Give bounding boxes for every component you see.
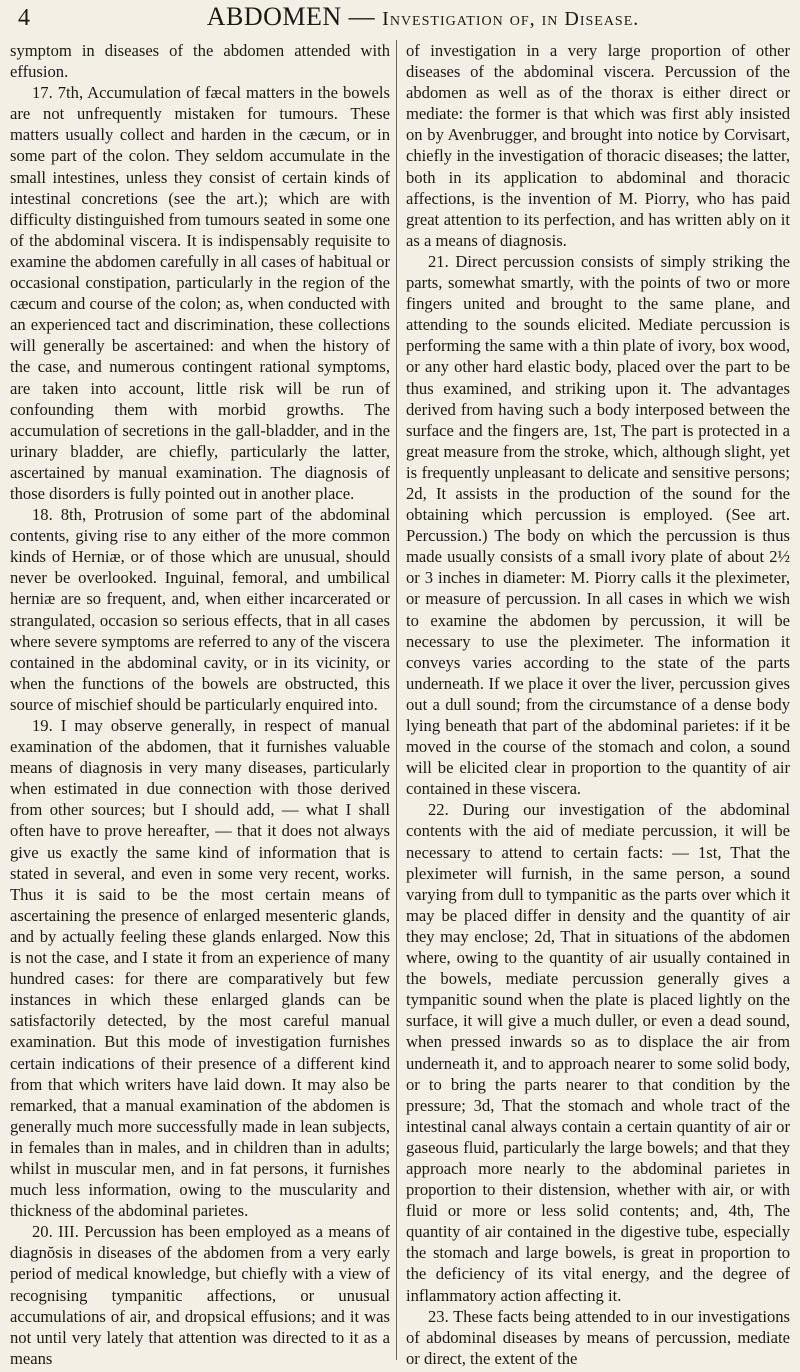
running-head-main: ABDOMEN — xyxy=(206,2,383,31)
paragraph-22: 22. During our investigation of the abdominal contents with the aid of mediate percussion, it will be necessary to attend to certain facts: — 1st, That the pleximeter will furnish, in the same person, a sound varying from dull to tympanitic as the parts over which it may be placed differ in density and the quantity of air they may enclose; 2d, That in situations of the abdomen where, owing to the quantity of air usually contained in the bowels, mediate percussion generally gives a tympanitic sound when the plate is placed lightly on the surface, it will give a much duller, or even a dead sound, when pressed inwards so as to displace the air from underneath it, and to approach nearer to some solid body, or to bring the parts nearer to that condition by the pressure; 3d, That the stomach and whole tract of the intestinal canal always contain a certain quantity of air or gaseous fluid, particularly the large bowels; and that they approach more nearly to the abdominal parietes in proportion to their distension, whether with air, or with fluid or more or less solid contents; and, 4th, The quantity of air contained in the digestive tube, especially the stomach and large bowels, is great in proportion to the deficiency of its vital energy, and the degree of inflammatory action affecting it. xyxy=(406,800,790,1305)
paragraph-17: 17. 7th, Accumulation of fæcal matters in the bowels are not unfrequently mistaken for tumours. These matters usually collect and harden in the cæcum, or in some part of the colon. They seldom accumulate in the small intestines, unless they consist of certain kinds of intestinal concretions (see the art.); which are with difficulty distinguished from tumours seated in some one of the abdominal viscera. It is indispensably requisite to examine the abdomen carefully in all cases of habitual or occasional constipation, particularly in the region of the cæcum and course of the colon; as, when conducted with an experienced tact and discrimination, these collections will generally be ascertained: and when the history of the case, and numerous contingent rational symptoms, are taken into account, little risk will be run of confounding them with morbid growths. The accumulation of secretions in the gall-bladder, and in the urinary bladder, are chiefly, particularly the latter, ascertained by manual examination. The diagnosis of those disorders is fully pointed out in another place. xyxy=(10,83,390,503)
column-divider xyxy=(396,40,397,1360)
left-column xyxy=(10,40,390,1368)
paragraph-19: 19. I may observe generally, in respect of manual examination of the abdomen, that it furnishes valuable means of diagnosis in very many diseases, particularly when estimated in due connection with those derived from other sources; but I should add, — what I shall often have to prove hereafter, — that it does not always give us exactly the same kind of information that is stated in several, and even in some very recent, works. Thus it is said to be the most certain means of ascertaining the presence of enlarged mesenteric glands, and by actually feeling these glands enlarged. Now this is not the case, and I state it from an experience of many hundred cases: for there are comparatively but few instances in which these enlarged glands can be satisfactorily detected, by the most careful manual examination. But this mode of investigation furnishes certain indications of their presence of a different kind from that which writers have laid down. It may also be remarked, that a manual examination of the abdomen is generally much more successfully made in lean subjects, in females than in males, and in children than in adults; whilst in muscular men, and in fat persons, it furnishes much less information, owing to the muscularity and thickness of the abdominal parietes. xyxy=(10,716,390,1221)
paragraph-18: 18. 8th, Protrusion of some part of the abdominal contents, giving rise to any either of the more common kinds of Herniæ, or of those which are unusual, should never be overlooked. Inguinal, femoral, and umbilical herniæ are so frequent, and, when either incarcerated or strangulated, occasion so serious effects, that in all cases where severe symptoms are referred to any of the viscera contained in the abdominal cavity, or in its vicinity, or when the functions of the bowels are obstructed, this source of mischief should be particularly enquired into. xyxy=(10,505,390,714)
page-header xyxy=(10,2,788,40)
paragraph: symptom in diseases of the abdomen attended with effusion. xyxy=(10,41,390,82)
page-number: 4 xyxy=(18,5,30,31)
right-column xyxy=(406,40,790,1368)
paragraph-20: 20. III. Percussion has been employed as a means of diagnŏsis in diseases of the abdomen from a very early period of medical knowledge, but chiefly with a view of recognising tympanitic affections, or unusual accumulations of air, and dropsical effusions; and it was not until very lately that attention was directed to it as a means xyxy=(10,1222,390,1368)
paragraph: of investigation in a very large proportion of other diseases of the abdominal viscera. Percussion of the abdomen as well as of the thorax is either direct or mediate: the former is that which was first ably insisted on by Avenbrugger, and brought into notice by Corvisart, chiefly in the investigation of thoracic diseases; the latter, both in its application to abdominal and thoracic affections, is the invention of M. Piorry, who has paid great attention to its perfection, and has written ably on it as a means of diagnosis. xyxy=(406,41,790,250)
paragraph-21: 21. Direct percussion consists of simply striking the parts, somewhat smartly, with the points of two or more fingers united and brought to the same plane, and attending to the sounds elicited. Mediate percussion is performing the same with a thin plate of ivory, box wood, or any other hard elastic body, placed over the part to be thus examined, and striking upon it. The advantages derived from having such a body interposed between the surface and the fingers are, 1st, The part is protected in a great measure from the stroke, which, although slight, yet is frequently unpleasant to delicate and sensitive persons; 2d, It assists in the production of the sound for the obtaining which percussion is employed. (See art. Percussion.) The body on which the percussion is thus made usually consists of a small ivory plate of about 2½ or 3 inches in diameter: M. Piorry calls it the pleximeter, or measure of percussion. In all cases in which we wish to examine the abdomen by percussion, it will be necessary to use the pleximeter. The information it conveys varies according to the state of the parts underneath. If we place it over the liver, percussion gives out a dull sound; from the circumstance of a dense body lying beneath that part of the abdominal parietes: if it be moved in the course of the stomach and colon, a sound will be elicited clear in proportion to the quantity of air contained in these viscera. xyxy=(406,251,790,799)
paragraph-23: 23. These facts being attended to in our investigations of abdominal diseases by means of percussion, mediate or direct, the extent of the xyxy=(406,1306,790,1368)
running-head xyxy=(58,2,788,32)
running-head-subtitle: Investigation of, in Disease. xyxy=(382,8,640,30)
